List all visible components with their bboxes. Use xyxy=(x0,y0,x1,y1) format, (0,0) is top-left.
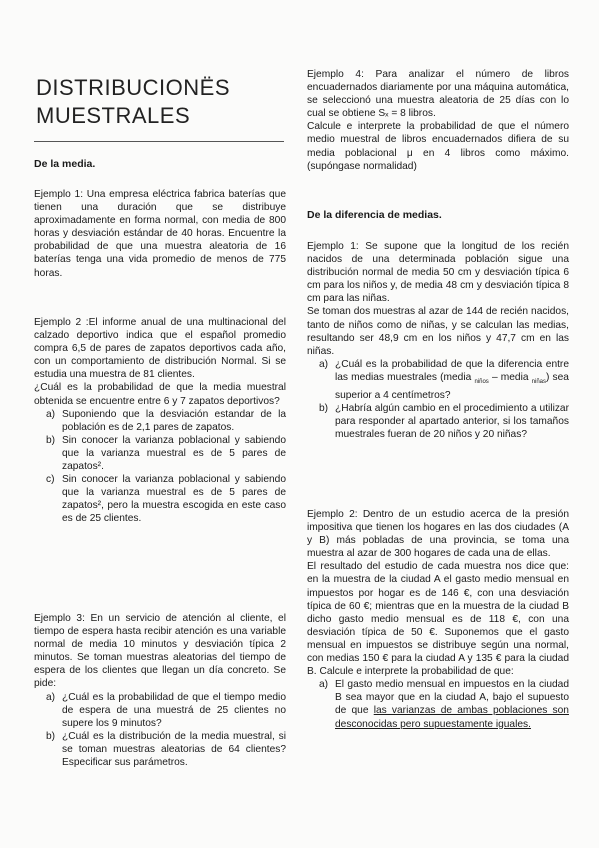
example-2-list xyxy=(34,408,286,526)
diff-example-1-list xyxy=(307,358,569,442)
list-item: b) Sin conocer la varianza poblacional y sabiendo que la varianza muestral es de 5 pares de zapatos². xyxy=(46,434,286,473)
diff-example-1-text: Ejemplo 1: Se supone que la longitud de los recién nacidos de una determinada población sigue una distribución normal de media 50 cm y desviación típica 6 cm para los niños y, de media 48 cm y desviación típica 8 cm para las niñas. xyxy=(307,241,569,305)
example-3-text: Ejemplo 3: En un servicio de atención al cliente, el tiempo de espera hasta recibir atención es una variable normal de media 10 minutos y desviación típica 2 minutos. Se toman muestras aleatorias del tiempo de espera de los clientes que llegan un día concreto. Se pide: xyxy=(34,613,286,690)
diff-example-2-results: El resultado del estudio de cada muestra nos dice que: en la muestra de la ciudad A el gasto medio mensual en impuestos por hogar es de 146 €, con una desviación típica de 60 €; mientras que en la muestra de la ciudad B dicho gasto medio mensual es de 118 €, con una desviación típica de 50 €. Suponemos que el gasto mensual en impuestos se distribuye según una normal, con medias 150 € para la ciudad A y 135 € para la ciudad B. Calcule e interprete la probabilidad de que: xyxy=(307,561,569,678)
example-4-question: Calcule e interprete la probabilidad de que el número medio muestral de libros encuadernados difiera de su media poblacional μ en 4 libros como máximo. (supóngase normalidad) xyxy=(307,121,569,172)
example-3-list xyxy=(34,691,286,770)
list-item: a) Suponiendo que la desviación estandar de la población es de 2,1 pares de zapatos. xyxy=(46,408,286,433)
list-item: b) ¿Cuál es la distribución de la media muestral, si se toman muestras aleatorias de 64 clientes? Especificar sus parámetros. xyxy=(46,730,286,769)
list-item: c) Sin conocer la varianza poblacional y sabiendo que la varianza muestral es de 5 pares de zapatos², pero la muestra escogida en este caso es de 25 clientes. xyxy=(46,474,286,525)
list-item: a) El gasto medio mensual en impuestos en la ciudad B sea mayor que en la ciudad A, bajo el supuesto de que las varianzas de ambas poblaciones son desconocidas pero supuestamente iguales. xyxy=(319,679,569,730)
diff-example-2-text: Ejemplo 2: Dentro de un estudio acerca de la presión impositiva que tienen los hogares en las dos ciudades (A y B) más pobladas de una provincia, se toma una muestra al azar de 300 hogares de cada una de ellas. xyxy=(307,509,569,560)
title-divider xyxy=(34,141,284,142)
diff-example-2-list xyxy=(307,678,569,730)
list-item: a) ¿Cuál es la probabilidad de que la diferencia entre las medias muestrales (media $_{niños}$ – media $_{niñas}$) sea superior a 4 centímetros? xyxy=(319,358,569,402)
underlined-assumption: las varianzas de ambas poblaciones son desconocidas pero supuestamente iguales. xyxy=(335,705,569,730)
example-2-intro: Ejemplo 2 :El informe anual de una multinacional del calzado deportivo indica que el español promedio compra 6,5 de pares de zapatos deportivos cada año, con un comportamiento de distribución Normal. Si se estudia una muestra de 81 clientes. xyxy=(34,317,286,381)
list-item: a) ¿Cuál es la probabilidad de que el tiempo medio de espera de una muestrá de 25 clientes no supere los 9 minutos? xyxy=(46,691,286,729)
list-item: b) ¿Habría algún cambio en el procedimiento a utilizar para responder al apartado anterior, si los tamaños muestrales fueran de 20 niños y 20 niñas? xyxy=(319,403,569,441)
example-1-text: Ejemplo 1: Una empresa eléctrica fabrica baterías que tienen una duración que se distribuye aproximadamente en forma normal, con media de 800 horas y desviación estándar de 40 horas. Encuentre la probabilidad de que una muestra aleatoria de 16 baterías tenga una vida promedio de menos de 775 horas. xyxy=(34,189,286,279)
diff-example-1-samples: Se toman dos muestras al azar de 144 de recién nacidos, tanto de niños como de niñas, y se calculan las medias, resultando ser 48,9 cm en los niños y 47,7 cm en las niñas. xyxy=(307,306,569,357)
example-4-text: Ejemplo 4: Para analizar el número de libros encuadernados diariamente por una máquina automática, se seleccionó una muestra aleatoria de 25 días con lo cual se obtiene Sₓ = 8 libros. xyxy=(307,69,569,120)
section-heading-difference: De la diferencia de medias. xyxy=(307,209,442,221)
example-2-question: ¿Cuál es la probabilidad de que la media muestral obtenida se encuentre entre 6 y 7 zapatos deportivos? xyxy=(34,382,286,407)
section-heading-media: De la media. xyxy=(34,158,96,170)
page-title: DISTRIBUCIONËS MUESTRALES xyxy=(36,75,231,128)
